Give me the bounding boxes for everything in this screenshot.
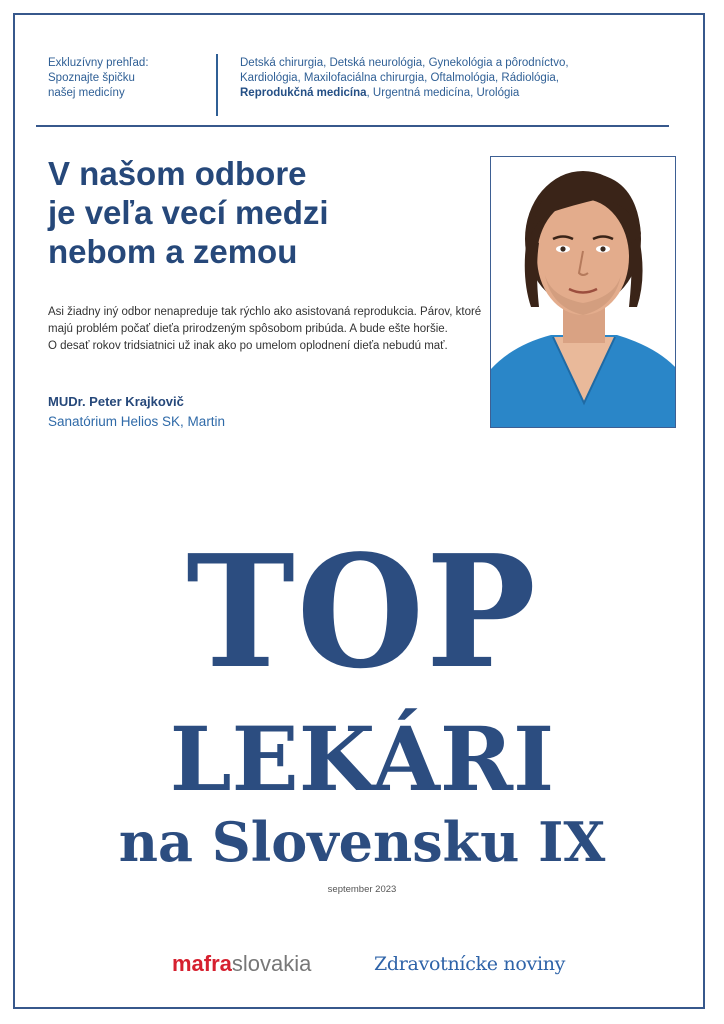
author-clinic: Sanatórium Helios SK, Martin [48, 414, 226, 429]
highlighted-specialty: Reprodukčná medicína [240, 87, 367, 99]
lead-line: Asi žiadny iný odbor nenapreduje tak rýchlo ako asistovaná reprodukcia. Párov, ktoré [48, 306, 482, 318]
specialties-line: Detská chirurgia, Detská neurológia, Gynekológia a pôrodníctvo, [240, 57, 569, 69]
zdravotnicke-noviny-logo: Zdravotnícke noviny [374, 953, 566, 975]
title-top: TOP [186, 521, 538, 704]
portrait-illustration [491, 157, 676, 428]
header-divider-horizontal [36, 125, 669, 127]
title-lekari: LEKÁRI [169, 707, 555, 811]
mafra-logo-light: slovakia [231, 951, 312, 976]
overview-line: našej medicíny [48, 87, 125, 99]
specialties-line [240, 86, 680, 101]
specialties-list [240, 56, 680, 101]
overview-line: Exkluzívny prehľad: [48, 57, 149, 69]
headline-line: je veľa vecí medzi [48, 194, 329, 231]
author-name: MUDr. Peter Krajkovič [48, 394, 184, 409]
specialties-line-rest: , Urgentná medicína, Urológia [366, 87, 520, 99]
mafra-slovakia-logo [172, 951, 311, 977]
article-lead [48, 304, 488, 355]
exclusive-overview-block [48, 56, 198, 101]
title-na-slovensku: na Slovensku IX [118, 810, 606, 874]
header-divider-vertical [216, 54, 218, 116]
mafra-logo-bold: mafra [172, 951, 232, 976]
doctor-portrait-photo [490, 156, 676, 428]
headline-line: V našom odbore [48, 155, 307, 192]
headline-line: nebom a zemou [48, 233, 298, 270]
lead-line: O desať rokov tridsiatnici už inak ako po umelom oplodnení dieťa nebudú mať. [48, 340, 448, 352]
specialties-line: Kardiológia, Maxilofaciálna chirurgia, Oftalmológia, Rádiológia, [240, 72, 559, 84]
issue-date: september 2023 [327, 884, 397, 895]
lead-line: majú problém počať dieťa prirodzeným spôsobom pribúda. A bude ešte horšie. [48, 323, 448, 335]
overview-line: Spoznajte špičku [48, 72, 135, 84]
article-headline [48, 154, 468, 271]
